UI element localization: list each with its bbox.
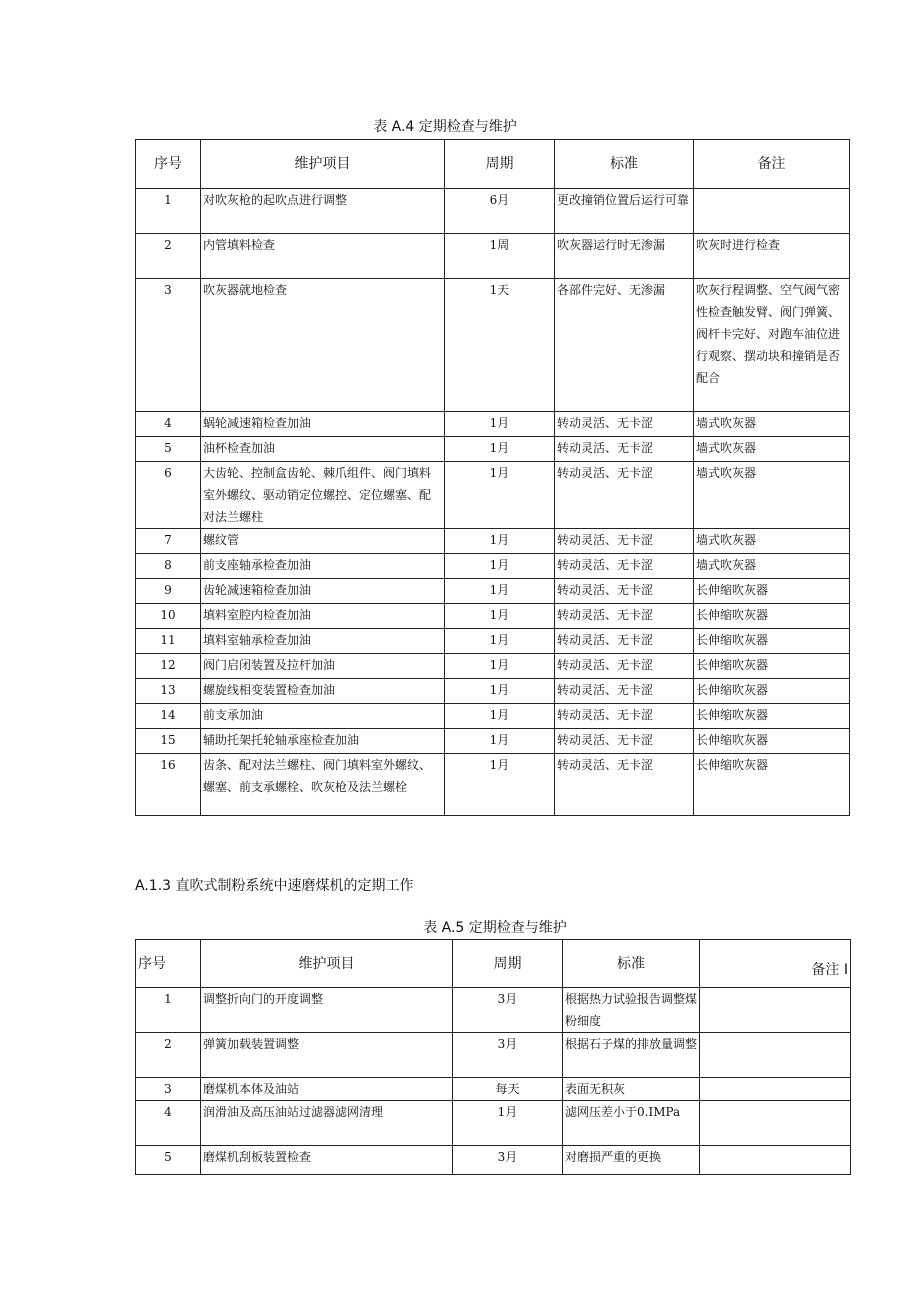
cell-item: 大齿轮、控制盒齿轮、棘爪组件、阀门填料室外螺纹、驱动销定位螺控、定位螺塞、配对法兰螺柱: [201, 462, 445, 529]
header-no: 序号: [136, 940, 201, 988]
table-row: [136, 1101, 851, 1146]
cell-no: 6: [136, 462, 201, 529]
cell-standard: 对磨损严重的更换: [563, 1146, 700, 1175]
cell-item: 内管填料检查: [201, 234, 445, 279]
cell-item: 填料室轴承检查加油: [201, 629, 445, 654]
cell-item: 蜗轮减速箱检查加油: [201, 412, 445, 437]
cell-remark: [700, 1146, 851, 1175]
cell-standard: 各部件完好、无渗漏: [555, 279, 694, 412]
cell-standard: 转动灵活、无卡涩: [555, 529, 694, 554]
cell-standard: 转动灵活、无卡涩: [555, 462, 694, 529]
table-row: [136, 1033, 851, 1078]
cell-standard: 转动灵活、无卡涩: [555, 437, 694, 462]
cell-no: 5: [136, 1146, 201, 1175]
table-row: [136, 604, 850, 629]
table-row: [136, 529, 850, 554]
table-row: [136, 754, 850, 816]
table-a4: [135, 139, 850, 816]
table-row: [136, 462, 850, 529]
cell-cycle: 3月: [453, 988, 563, 1033]
cell-cycle: 3月: [453, 1033, 563, 1078]
cell-remark: 长伸缩吹灰器: [694, 604, 850, 629]
cell-no: 12: [136, 654, 201, 679]
cell-no: 14: [136, 704, 201, 729]
cell-item: 前支承加油: [201, 704, 445, 729]
cell-no: 1: [136, 189, 201, 234]
cell-remark: 长伸缩吹灰器: [694, 629, 850, 654]
cell-cycle: 1月: [445, 729, 555, 754]
cell-remark: 墙式吹灰器: [694, 437, 850, 462]
cell-standard: 转动灵活、无卡涩: [555, 629, 694, 654]
cell-standard: 转动灵活、无卡涩: [555, 754, 694, 816]
cell-remark: [700, 1033, 851, 1078]
cell-cycle: 1天: [445, 279, 555, 412]
table-row: [136, 1078, 851, 1101]
cell-cycle: 1周: [445, 234, 555, 279]
cell-item: 润滑油及高压油站过滤器滤网清理: [201, 1101, 453, 1146]
cell-no: 7: [136, 529, 201, 554]
table-row: [136, 412, 850, 437]
cell-cycle: 1月: [445, 679, 555, 704]
cell-item: 辅助托架托轮轴承座检查加油: [201, 729, 445, 754]
cell-no: 4: [136, 1101, 201, 1146]
cell-remark: 吹灰行程调整、空气阀气密性检查触发臂、阀门弹簧、阀杆卡完好、对跑车油位进行观察、摆动块和撞销是否配合: [694, 279, 850, 412]
cell-standard: 转动灵活、无卡涩: [555, 604, 694, 629]
header-no: 序号: [136, 140, 201, 189]
cell-item: 填料室腔内检查加油: [201, 604, 445, 629]
cell-standard: 转动灵活、无卡涩: [555, 704, 694, 729]
header-cycle: 周期: [445, 140, 555, 189]
cell-item: 调整折向门的开度调整: [201, 988, 453, 1033]
cell-no: 3: [136, 279, 201, 412]
cell-cycle: 1月: [445, 604, 555, 629]
table-row: [136, 234, 850, 279]
cell-remark: 长伸缩吹灰器: [694, 579, 850, 604]
cell-remark: [694, 189, 850, 234]
cell-item: 齿条、配对法兰螺柱、阀门填料室外螺纹、螺塞、前支承螺栓、吹灰枪及法兰螺栓: [201, 754, 445, 816]
table-row: [136, 279, 850, 412]
cell-standard: 根据热力试验报告调整煤粉细度: [563, 988, 700, 1033]
cell-no: 4: [136, 412, 201, 437]
cell-standard: 转动灵活、无卡涩: [555, 679, 694, 704]
cell-item: 对吹灰枪的起吹点进行调整: [201, 189, 445, 234]
cell-cycle: 1月: [445, 754, 555, 816]
section-heading: A.1.3 直吹式制粉系统中速磨煤机的定期工作: [135, 878, 414, 894]
table-row: [136, 679, 850, 704]
cell-standard: 转动灵活、无卡涩: [555, 729, 694, 754]
table-a5: [135, 939, 851, 1175]
cell-cycle: 1月: [445, 654, 555, 679]
cell-item: 前支座轴承检查加油: [201, 554, 445, 579]
cell-cycle: 3月: [453, 1146, 563, 1175]
cell-cycle: 每天: [453, 1078, 563, 1101]
cell-no: 13: [136, 679, 201, 704]
cell-standard: 更改撞销位置后运行可靠: [555, 189, 694, 234]
header-cycle: 周期: [453, 940, 563, 988]
header-standard: 标准: [555, 140, 694, 189]
cell-no: 3: [136, 1078, 201, 1101]
cell-remark: 墙式吹灰器: [694, 462, 850, 529]
cell-remark: [700, 988, 851, 1033]
header-item: 维护项目: [201, 140, 445, 189]
cell-remark: 吹灰时进行检查: [694, 234, 850, 279]
cell-remark: 墙式吹灰器: [694, 412, 850, 437]
cell-item: 阀门启闭装置及拉杆加油: [201, 654, 445, 679]
cell-cycle: 1月: [445, 529, 555, 554]
cell-remark: 长伸缩吹灰器: [694, 729, 850, 754]
cell-no: 15: [136, 729, 201, 754]
cell-standard: 转动灵活、无卡涩: [555, 412, 694, 437]
cell-remark: 长伸缩吹灰器: [694, 704, 850, 729]
cell-cycle: 1月: [445, 579, 555, 604]
cell-item: 弹簧加载装置调整: [201, 1033, 453, 1078]
cell-standard: 根据石子煤的排放量调整: [563, 1033, 700, 1078]
cell-cycle: 1月: [445, 629, 555, 654]
cell-cycle: 6月: [445, 189, 555, 234]
cell-item: 油杯检查加油: [201, 437, 445, 462]
header-remark: 备注: [694, 140, 850, 189]
cell-remark: 长伸缩吹灰器: [694, 679, 850, 704]
cell-cycle: 1月: [453, 1101, 563, 1146]
cell-standard: 吹灰器运行时无渗漏: [555, 234, 694, 279]
cell-no: 5: [136, 437, 201, 462]
table-row: [136, 704, 850, 729]
table-a4-caption: 表 A.4 定期检查与维护: [373, 119, 517, 135]
table-row: [136, 437, 850, 462]
table-row: [136, 629, 850, 654]
cell-item: 磨煤机刮板装置检查: [201, 1146, 453, 1175]
cell-remark: 长伸缩吹灰器: [694, 654, 850, 679]
cell-remark: 墙式吹灰器: [694, 529, 850, 554]
cell-item: 吹灰器就地检查: [201, 279, 445, 412]
header-standard: 标准: [563, 940, 700, 988]
cell-item: 螺纹管: [201, 529, 445, 554]
cell-cycle: 1月: [445, 704, 555, 729]
table-header-row: [136, 940, 851, 988]
cell-standard: 转动灵活、无卡涩: [555, 579, 694, 604]
cell-cycle: 1月: [445, 554, 555, 579]
table-row: [136, 579, 850, 604]
table-row: [136, 729, 850, 754]
table-row: [136, 189, 850, 234]
cell-no: 1: [136, 988, 201, 1033]
header-remark: 备注 I: [700, 940, 851, 988]
cell-no: 8: [136, 554, 201, 579]
cell-remark: 长伸缩吹灰器: [694, 754, 850, 816]
cell-standard: 转动灵活、无卡涩: [555, 654, 694, 679]
header-item: 维护项目: [201, 940, 453, 988]
cell-remark: 墙式吹灰器: [694, 554, 850, 579]
table-row: [136, 554, 850, 579]
cell-remark: [700, 1078, 851, 1101]
cell-no: 16: [136, 754, 201, 816]
cell-no: 11: [136, 629, 201, 654]
table-header-row: [136, 140, 850, 189]
cell-no: 2: [136, 234, 201, 279]
cell-no: 10: [136, 604, 201, 629]
cell-remark: [700, 1101, 851, 1146]
cell-no: 2: [136, 1033, 201, 1078]
cell-standard: 表面无积灰: [563, 1078, 700, 1101]
cell-cycle: 1月: [445, 412, 555, 437]
cell-item: 磨煤机本体及油站: [201, 1078, 453, 1101]
cell-cycle: 1月: [445, 437, 555, 462]
cell-standard: 滤网压差小于0.IMPa: [563, 1101, 700, 1146]
cell-standard: 转动灵活、无卡涩: [555, 554, 694, 579]
cell-item: 齿轮减速箱检查加油: [201, 579, 445, 604]
table-row: [136, 1146, 851, 1175]
cell-no: 9: [136, 579, 201, 604]
table-a5-caption: 表 A.5 定期检查与维护: [423, 920, 567, 936]
cell-item: 螺旋线相变装置检查加油: [201, 679, 445, 704]
cell-cycle: 1月: [445, 462, 555, 529]
table-row: [136, 654, 850, 679]
table-row: [136, 988, 851, 1033]
